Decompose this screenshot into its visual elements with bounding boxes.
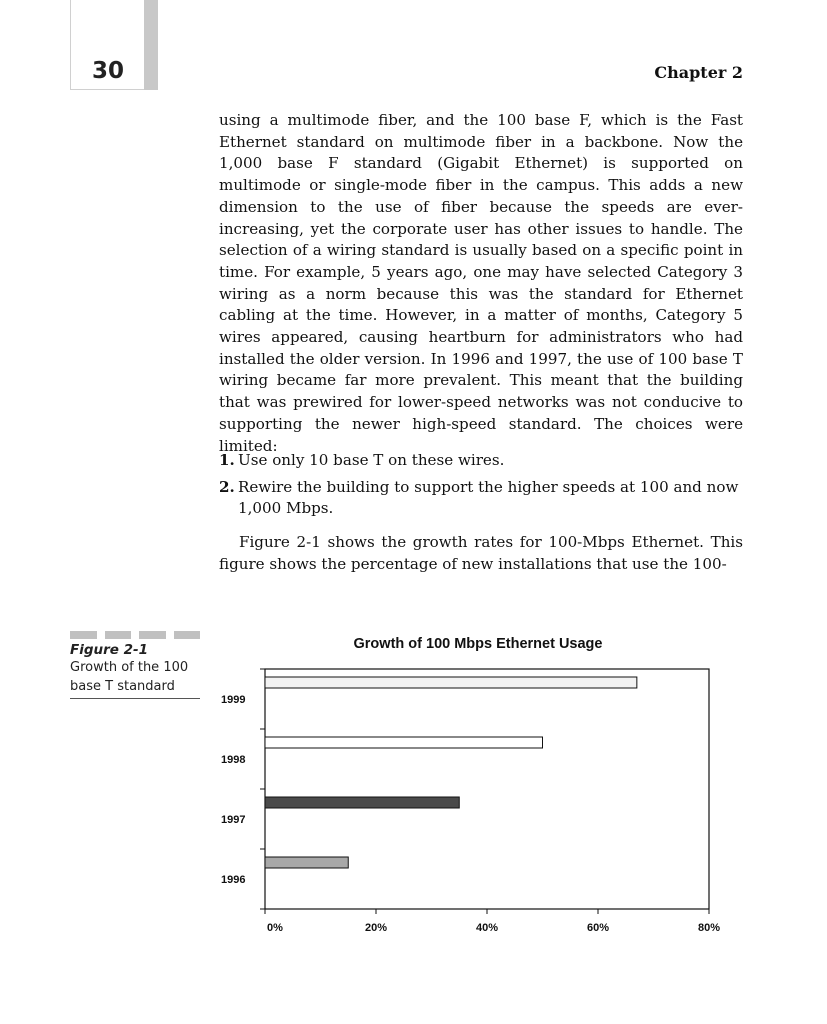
page-number: 30 [92,58,125,84]
y-tick-label-1996: 1996 [221,874,246,886]
list-item-text: Use only 10 base T on these wires. [238,451,505,469]
x-tick-label: 80% [697,922,721,934]
bar-1997 [265,797,459,808]
body-paragraph-2: Figure 2-1 shows the growth rates for 100-Mbps Ethernet. This figure shows the percentage of new installations that use the 100- [219,533,743,573]
list-item-text: Rewire the building to support the higher speeds at 100 and now 1,000 Mbps. [238,477,739,518]
y-tick-label-1998: 1998 [221,754,246,766]
y-tick-label-1999: 1999 [221,694,246,706]
x-tick-label: 0% [267,922,283,934]
chart-title: Growth of 100 Mbps Ethernet Usage [353,636,603,652]
body-paragraph-1: using a multimode fiber, and the 100 base F, which is the Fast Ethernet standard on multimode fiber in a backbone. Now the 1,000 base F standard (Gigabit Ethernet) is supported on multimode or single-mode fiber in the campus. This adds a new dimension to the use of fiber because the speeds are ever-increasing, yet the corporate user has other issues to handle. The selection of a wiring standard is usually based on a specific point in time. For example, 5 years ago, one may have selected Category 3 wiring as a norm because this was the standard for Ethernet cabling at the time. However, in a matter of months, Category 5 wires appeared, causing heartburn for administrators who had installed the older version. In 1996 and 1997, the use of 100 base T wiring became far more prevalent. This meant that the building that was prewired for lower-speed networks was not conducive to supporting the newer high-speed standard. The choices were limited: [219,111,743,455]
list-item-number: 2. [219,477,235,496]
y-tick-label-1997: 1997 [221,814,246,826]
figure-caption: Growth of the 100 base T standard [70,658,200,699]
bar-1998 [265,737,543,748]
chapter-heading: Chapter 2 [654,63,743,82]
figure-number: Figure 2-1 [70,642,149,658]
bar-1996 [265,857,348,868]
x-tick-label: 20% [364,922,388,934]
plot-frame [265,669,709,909]
bar-1999 [265,677,637,688]
x-tick-label: 60% [586,922,610,934]
list-item-number: 1. [219,451,235,469]
x-tick-label: 40% [475,922,499,934]
